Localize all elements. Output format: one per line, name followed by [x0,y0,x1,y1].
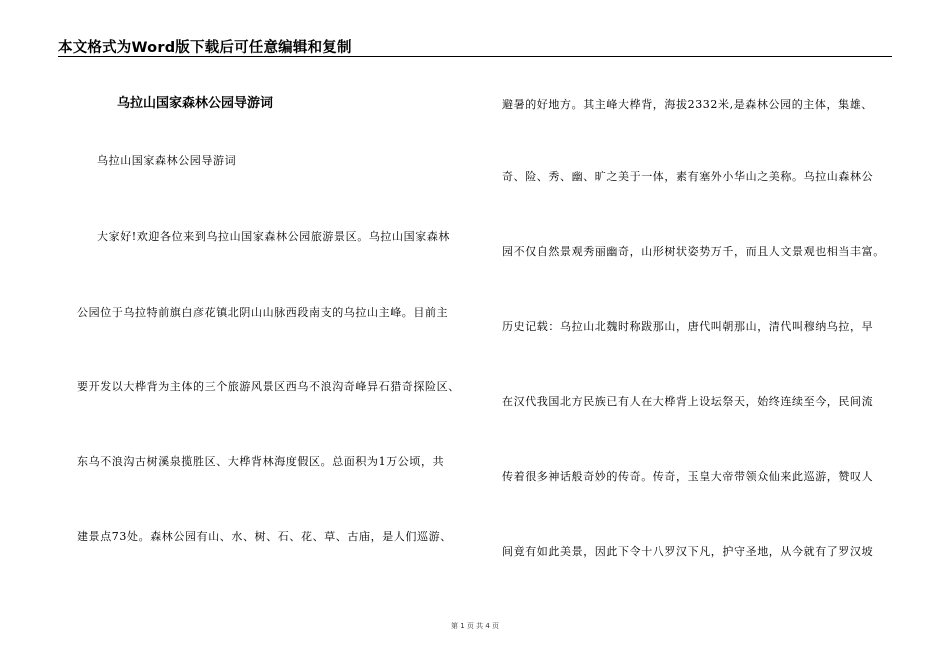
paragraph-line: 乌拉山国家森林公园导游词 [97,154,237,167]
paragraph-line: 避暑的好地方。其主峰大桦背，海拔2332米,是森林公园的主体，集雄、 [502,98,873,111]
page-number: 第 1 页 共 4 页 [450,622,500,630]
paragraph-line: 要开发以大桦背为主体的三个旅游风景区西乌不浪沟奇峰异石猎奇探险区、 [77,380,460,393]
paragraph-line: 公园位于乌拉特前旗白彦花镇北阴山山脉西段南支的乌拉山主峰。目前主 [77,306,449,319]
document-banner: 本文格式为Word版下载后可任意编辑和复制 [58,40,352,56]
paragraph-line: 建景点73处。森林公园有山、水、树、石、花、草、古庙，是人们巡游、 [77,530,452,543]
paragraph-line: 东乌不浪沟古树溪泉揽胜区、大桦背林海度假区。总面积为1万公顷，共 [77,455,445,468]
paragraph-line: 历史记载：乌拉山北魏时称跋那山，唐代叫朝那山，清代叫穆纳乌拉，早 [502,320,874,333]
paragraph-line: 间竟有如此美景，因此下令十八罗汉下凡，护守圣地，从今就有了罗汉坡 [502,545,874,558]
paragraph-line: 园不仅自然景观秀丽幽奇，山形树状姿势万千，而且人文景观也相当丰富。 [502,245,885,258]
paragraph-line: 奇、险、秀、幽、旷之美于一体，素有塞外小华山之美称。乌拉山森林公 [502,170,874,183]
paragraph-line: 传着很多神话般奇妙的传奇。传奇，玉皇大帝带领众仙来此巡游，赞叹人 [502,470,874,483]
banner-divider [58,56,892,57]
paragraph-line: 大家好!欢迎各位来到乌拉山国家森林公园旅游景区。乌拉山国家森林 [97,230,451,243]
paragraph-line: 在汉代我国北方民族已有人在大桦背上设坛祭天，始终连续至今，民间流 [502,395,874,408]
document-title: 乌拉山国家森林公园导游词 [117,96,274,111]
